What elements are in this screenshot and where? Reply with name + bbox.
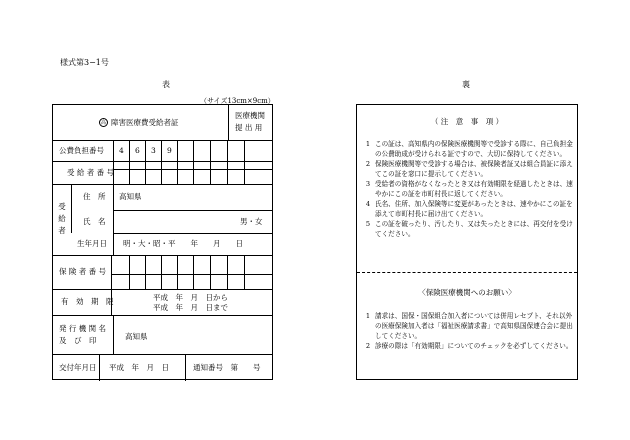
payer-digit: 3 bbox=[151, 146, 156, 155]
list-item: 4 氏名、住所、加入保険等に変更があったときは、速やかにこの証を添えて市町村長に届け出てください。 bbox=[365, 200, 573, 218]
gender-selector: 男・女 bbox=[240, 217, 263, 226]
list-item: 2 保険医療機関等で受診する場合は、被保険者証又は組合員証に添えてこの証を窓口に提示してください。 bbox=[365, 160, 573, 178]
notes-list bbox=[361, 139, 573, 239]
issuer-label-line2: 及 び 印 bbox=[59, 336, 97, 345]
dob-label: 生年月日 bbox=[77, 239, 107, 248]
request-title: 〈保険医療機関へのお願い〉 bbox=[418, 288, 516, 297]
back-side-label: 裏 bbox=[462, 80, 470, 89]
issue-date-value: 平成 年 月 日 bbox=[109, 363, 169, 372]
notice-number: 通知番号 第 号 bbox=[193, 363, 261, 372]
notes-title: （ 注 意 事 項 ） bbox=[430, 117, 504, 126]
validity-to: 平成 年 月 日まで bbox=[153, 303, 228, 312]
payer-digit: 4 bbox=[119, 146, 124, 155]
list-item: 3 受給者の資格がなくなったとき又は有効期限を経過したときは、速やかにこの証を市町村長に返してください。 bbox=[365, 180, 573, 198]
validity-from: 平成 年 月 日から bbox=[153, 293, 228, 302]
list-item: 1 請求は、国保・国保組合加入者については併用レセプト、それ以外の医療保険加入者は「福祉医療請求書」で高知県国保連合会に提出してください。 bbox=[365, 312, 573, 340]
issuer-value: 高知県 bbox=[125, 332, 148, 341]
card-title: 障害医療費受給者証 bbox=[111, 118, 179, 127]
address-value: 高知県 bbox=[119, 192, 142, 201]
request-list bbox=[361, 311, 573, 351]
divider bbox=[357, 272, 577, 273]
back-card bbox=[356, 104, 578, 380]
size-note: （サイズ13cm×9cm） bbox=[200, 97, 275, 105]
list-item: 1 この証は、高知県内の保険医療機関等で受診する際に、自己負担金の公費助成が受けられる証ですので、大切に保持してください。 bbox=[365, 140, 573, 158]
validity-label: 有 効 期 限 bbox=[61, 297, 114, 306]
issuer-label-line1: 発 行 機 関 名 bbox=[59, 324, 107, 333]
list-item: 2 診療の際は「有効期限」についてのチェックを必ずしてください。 bbox=[365, 342, 573, 350]
dob-value: 明・大・昭・平 年 月 日 bbox=[123, 239, 243, 248]
submission-label-line2: 提 出 用 bbox=[235, 123, 263, 132]
submission-label-line1: 医療機関 bbox=[235, 111, 265, 120]
list-item: 5 この証を破ったり、汚したり、又は失ったときには、再交付を受けてください。 bbox=[365, 220, 573, 238]
public-payer-label: 公費負担番号 bbox=[59, 146, 104, 155]
recipient-number-label: 受 給 者 番 号 bbox=[67, 168, 115, 177]
front-card bbox=[52, 104, 273, 380]
form-number: 様式第3−1号 bbox=[60, 58, 109, 67]
payer-digit: 9 bbox=[167, 146, 172, 155]
recipient-group-label: 受 給 者 bbox=[58, 202, 66, 235]
insurer-number-label: 保 険 者 番 号 bbox=[59, 267, 107, 276]
name-label: 氏 名 bbox=[83, 217, 106, 226]
payer-digit: 6 bbox=[135, 146, 140, 155]
address-label: 住 所 bbox=[83, 192, 106, 201]
issue-date-label: 交付年月日 bbox=[59, 363, 97, 372]
front-side-label: 表 bbox=[162, 80, 170, 89]
kochi-seal-icon: 高 bbox=[100, 120, 106, 126]
